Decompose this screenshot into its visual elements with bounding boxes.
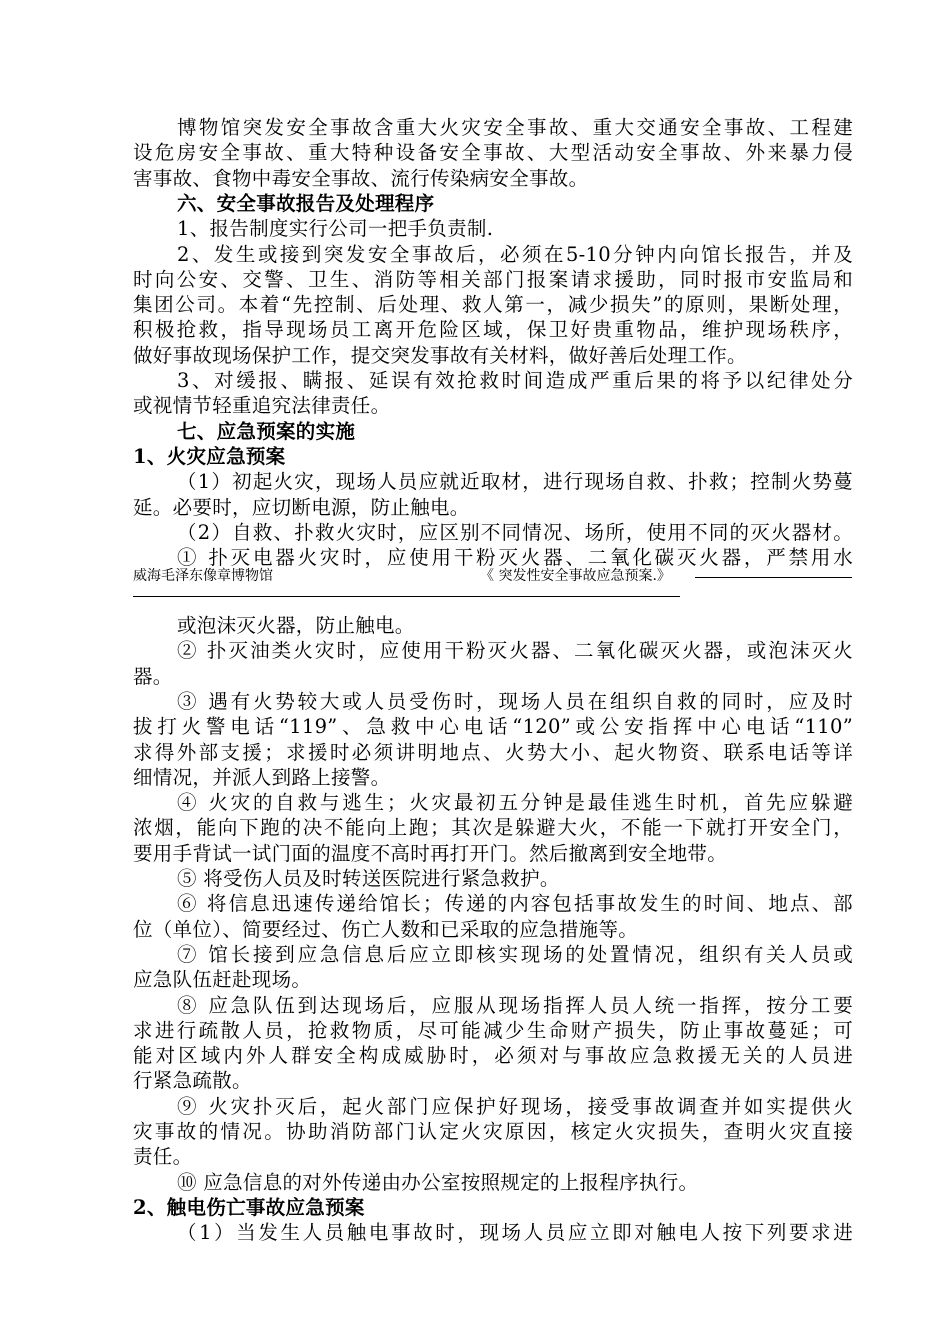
- paragraph-line: 时向公安、交警、卫生、消防等相关部门报案请求援助，同时报市安监局和: [133, 267, 853, 291]
- paragraph-line: 设危房安全事故、重大特种设备安全事故、大型活动安全事故、外来暴力侵: [133, 141, 853, 165]
- paragraph-line: ⑨ 火灾扑灭后，起火部门应保护好现场，接受事故调查并如实提供火: [177, 1094, 853, 1118]
- paragraph-line: 能对区域内外人群安全构成威胁时，必须对与事故应急救援无关的人员进: [133, 1044, 853, 1068]
- footer-rule-bottom: [133, 596, 680, 597]
- paragraph-line: （2）自救、扑救火灾时，应区别不同情况、场所，使用不同的灭火器材。: [177, 520, 853, 544]
- footer-document-title: 《 突发性安全事故应急预案.》: [480, 568, 671, 584]
- paragraph-line: ⑧ 应急队伍到达现场后，应服从现场指挥人员人统一指挥，按分工要: [177, 993, 853, 1017]
- paragraph-line: 要用手背试一试门面的温度不高时再打开门。然后撤离到安全地带。: [133, 841, 728, 865]
- section-heading: 七、应急预案的实施: [177, 419, 356, 443]
- paragraph-line: 做好事故现场保护工作，提交突发事故有关材料，做好善后处理工作。: [133, 343, 747, 367]
- paragraph-line: 细情况，并派人到路上接警。: [133, 765, 391, 789]
- section-heading: 六、安全事故报告及处理程序: [177, 191, 435, 215]
- paragraph-line: 集团公司。本着“先控制、后处理、救人第一，减少损失”的原则，果断处理，: [133, 293, 853, 317]
- footer-organization: 威海毛泽东像章博物馆: [133, 568, 273, 584]
- footer-rule-right: [695, 577, 852, 578]
- paragraph-line: 2、发生或接到突发安全事故后，必须在5-10分钟内向馆长报告，并及: [177, 242, 853, 266]
- paragraph-line: （1）当发生人员触电事故时，现场人员应立即对触电人按下列要求进: [177, 1221, 853, 1245]
- paragraph-line: 拔打火警电话“119”、急救中心电话“120”或公安指挥中心电话“110”: [133, 715, 853, 739]
- paragraph-line: 积极抢救，指导现场员工离开危险区域，保卫好贵重物品，维护现场秩序，: [133, 318, 853, 342]
- paragraph-line: 求进行疏散人员，抢救物质，尽可能减少生命财产损失，防止事故蔓延；可: [133, 1018, 853, 1042]
- paragraph-line: ③ 遇有火势较大或人员受伤时，现场人员在组织自救的同时，应及时: [177, 689, 853, 713]
- paragraph-line: 浓烟，能向下跑的决不能向上跑；其次是躲避大火，不能一下就打开安全门，: [133, 816, 853, 840]
- paragraph-line: 责任。: [133, 1145, 193, 1169]
- paragraph-line: 或视情节轻重追究法律责任。: [133, 394, 391, 418]
- paragraph-line: ⑥ 将信息迅速传递给馆长；传递的内容包括事故发生的时间、地点、部: [177, 892, 853, 916]
- paragraph-line: 延。必要时，应切断电源，防止触电。: [133, 495, 470, 519]
- paragraph-line: ⑩ 应急信息的对外传递由办公室按照规定的上报程序执行。: [177, 1170, 699, 1194]
- paragraph-line: 3、对缓报、瞒报、延误有效抢救时间造成严重后果的将予以纪律处分: [177, 369, 853, 392]
- section-heading: 2、触电伤亡事故应急预案: [133, 1195, 365, 1219]
- paragraph-line: 行紧急疏散。: [133, 1069, 252, 1093]
- paragraph-line: 1、报告制度实行公司一把手负责制.: [177, 217, 494, 241]
- paragraph-line: 位（单位）、简要经过、伤亡人数和已采取的应急措施等。: [133, 917, 639, 941]
- paragraph-line: （1）初起火灾，现场人员应就近取材，进行现场自救、扑救；控制火势蔓: [177, 470, 853, 494]
- paragraph-line: 害事故、食物中毒安全事故、流行传染病安全事故。: [133, 166, 589, 190]
- paragraph-line: ⑤ 将受伤人员及时转送医院进行紧急救护。: [177, 867, 560, 890]
- paragraph-line: 应急队伍赶赴现场。: [133, 968, 312, 992]
- paragraph-line: 灾事故的情况。协助消防部门认定火灾原因，核定火灾损失，查明火灾直接: [133, 1120, 853, 1143]
- paragraph-line: 器。: [133, 664, 173, 688]
- paragraph-line: 或泡沫灭火器，防止触电。: [177, 614, 415, 637]
- paragraph-line: ① 扑灭电器火灾时，应使用干粉灭火器、二氧化碳灭火器，严禁用水: [177, 546, 853, 570]
- paragraph-line: ② 扑灭油类火灾时，应使用干粉灭火器、二氧化碳灭火器，或泡沫灭火: [177, 639, 853, 663]
- paragraph-line: 求得外部支援；求援时必须讲明地点、火势大小、起火物资、联系电话等详: [133, 740, 853, 764]
- paragraph-line: ⑦ 馆长接到应急信息后应立即核实现场的处置情况，组织有关人员或: [177, 942, 853, 966]
- paragraph-line: 博物馆突发安全事故含重大火灾安全事故、重大交通安全事故、工程建: [177, 116, 853, 139]
- paragraph-line: ④ 火灾的自救与逃生；火灾最初五分钟是最佳逃生时机，首先应躲避: [177, 791, 853, 815]
- section-heading: 1、火灾应急预案: [133, 444, 286, 468]
